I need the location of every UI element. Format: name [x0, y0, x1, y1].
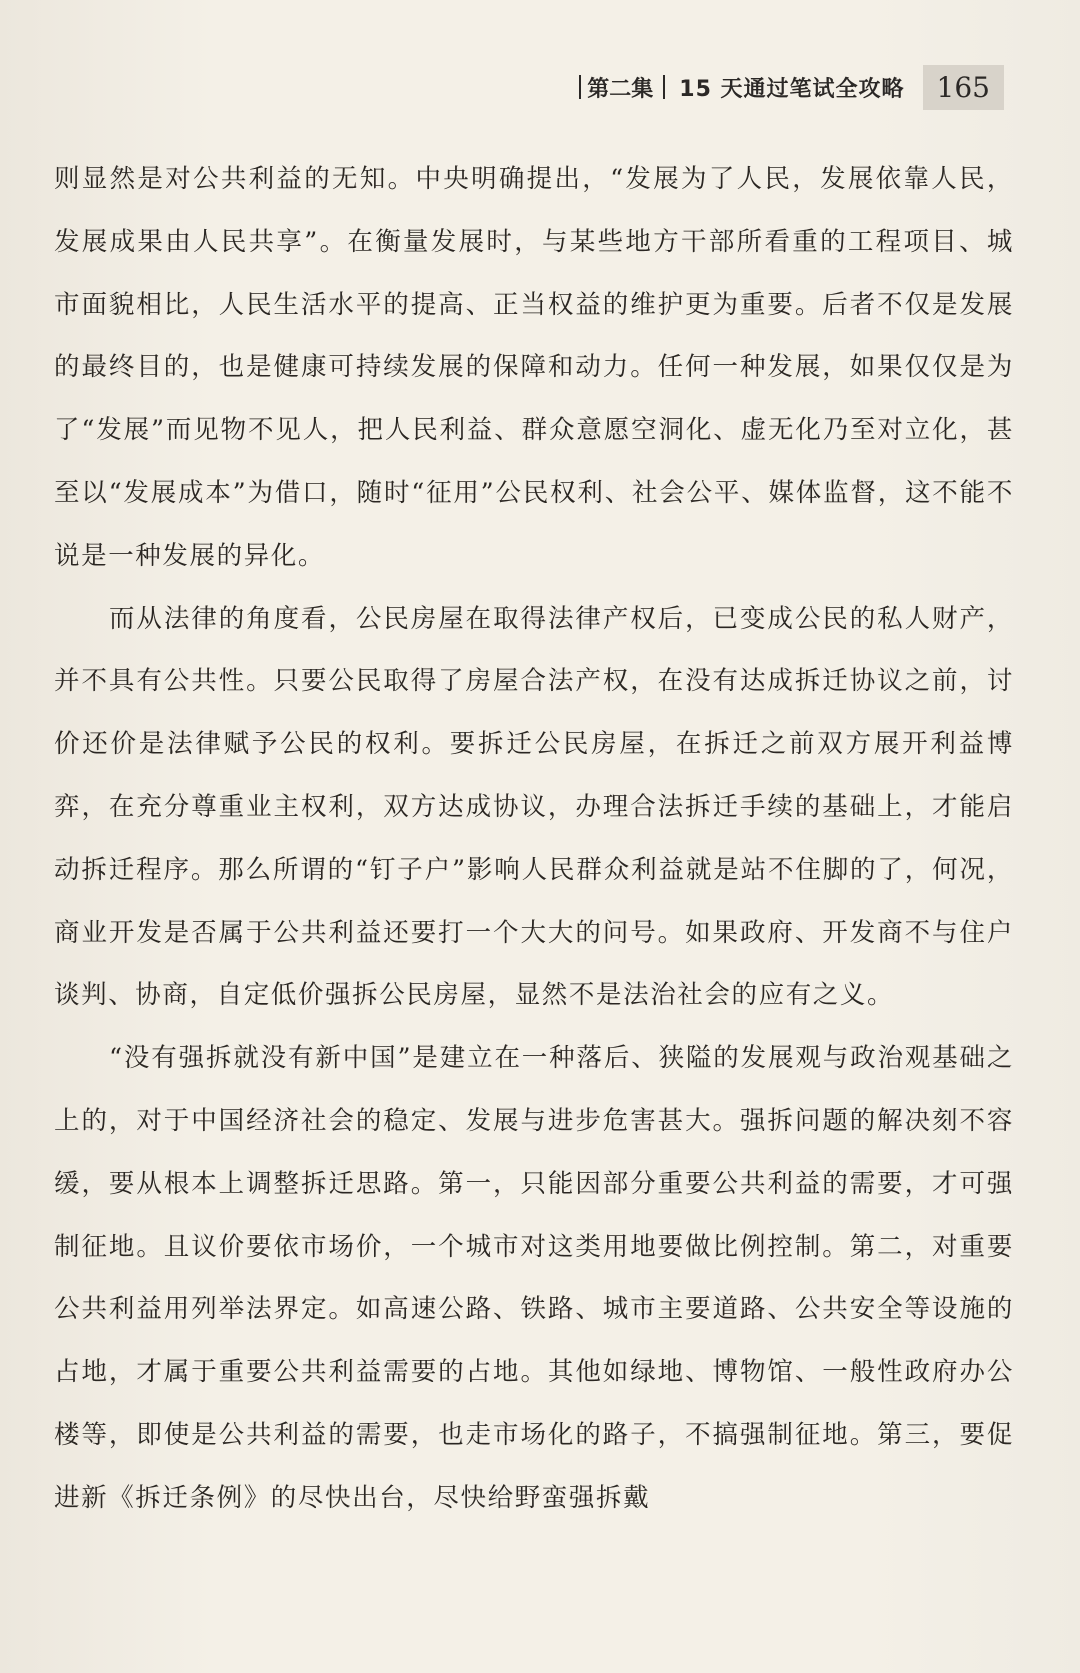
paragraph-1: 则显然是对公共利益的无知。中央明确提出，“发展为了人民，发展依靠人民，发展成果由人民共享”。在衡量发展时，与某些地方干部所看重的工程项目、城市面貌相比，人民生活水平的提高、正当权益的维护更为重要。后者不仅是发展的最终目的，也是健康可持续发展的保障和动力。任何一种发展，如果仅仅是为了“发展”而见物不见人，把人民利益、群众意愿空洞化、虚无化乃至对立化，甚至以“发展成本”为借口，随时“征用”公民权利、社会公平、媒体监督，这不能不说是一种发展的异化。 [54, 164, 1014, 571]
header-book-title: 15 天通过笔试全攻略 [679, 76, 905, 102]
header-divider [663, 75, 665, 99]
body-text [54, 148, 1014, 1530]
paragraph-2: 而从法律的角度看，公民房屋在取得法律产权后，已变成公民的私人财产，并不具有公共性。只要公民取得了房屋合法产权，在没有达成拆迁协议之前，讨价还价是法律赋予公民的权利。要拆迁公民房屋，在拆迁之前双方展开利益博弈，在充分尊重业主权利，双方达成协议，办理合法拆迁手续的基础上，才能启动拆迁程序。那么所谓的“钉子户”影响人民群众利益就是站不住脚的了，何况，商业开发是否属于公共利益还要打一个大大的问号。如果政府、开发商不与住户谈判、协商，自定低价强拆公民房屋，显然不是法治社会的应有之义。 [54, 603, 1014, 1011]
paragraph-3: “没有强拆就没有新中国”是建立在一种落后、狭隘的发展观与政治观基础之上的，对于中国经济社会的稳定、发展与进步危害甚大。强拆问题的解决刻不容缓，要从根本上调整拆迁思路。第一，只能因部分重要公共利益的需要，才可强制征地。且议价要依市场价，一个城市对这类用地要做比例控制。第二，对重要公共利益用列举法界定。如高速公路、铁路、城市主要道路、公共安全等设施的占地，才属于重要公共利益需要的占地。其他如绿地、博物馆、一般性政府办公楼等，即使是公共利益的需要，也走市场化的路子，不搞强制征地。第三，要促进新《拆迁条例》的尽快出台，尽快给野蛮强拆戴 [54, 1043, 1014, 1513]
header-divider [579, 75, 581, 99]
header-series: 第二集 [587, 76, 654, 102]
running-header [540, 62, 1010, 112]
page-number: 165 [923, 65, 1004, 110]
